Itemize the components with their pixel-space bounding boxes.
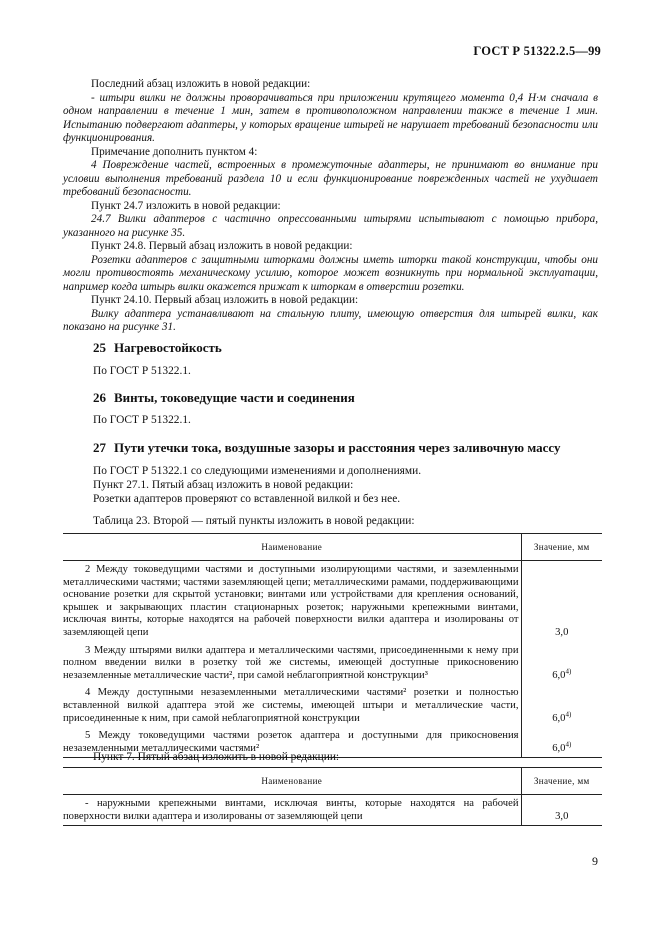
page-number: 9 [592,854,598,868]
section-title: Пути утечки тока, воздушные зазоры и расстояния через заливочную массу [114,440,561,455]
section-26-text [93,413,191,427]
paragraph: По ГОСТ Р 51322.1 со следующими изменениями и дополнениями. [93,465,422,477]
section-26-heading [93,390,355,406]
row-value [521,642,602,685]
table-row [63,561,602,642]
row-value: 3,0 [521,795,602,826]
paragraph: - штыри вилки не должны проворачиваться при приложении крутящего момента 0,4 Н·м сначала в одном направлении в течение 1 мин, затем в противоположном направлении также в течение 1 мин. Испытанию подвергают адаптеры, у которых вращение штырей не нарушает требований безопасности или функционирования. [63,91,598,144]
paragraph: Вилку адаптера устанавливают на стальную плиту, имеющую отверстия для штырей вилки, как показано на рисунке 31. [63,307,598,333]
section-number: 26 [93,390,106,405]
table-23-caption: Таблица 23. Второй — пятый пункты изложить в новой редакции: [93,515,415,527]
row-description: 4 Между доступными незаземленными металлическими частями² розетки и полностью вставленной вилкой адаптера этой же системы, имеющей штыри и металлические части, присоединенные к ним, при самой неблагоприятной конструкции [63,684,521,727]
paragraph: Розетки адаптеров с защитными шторками должны иметь шторки такой конструкции, чтобы они могли противостоять механическому усилию, которое может возникнуть при нормальной эксплуатации, например когда штырь вилки окажется прижат к шторкам в отверстии розетки. [63,253,598,293]
table-row [63,684,602,727]
section-title: Нагревостойкость [114,340,222,355]
value-footnote: 4) [565,667,572,676]
section-title: Винты, токоведущие части и соединения [114,390,355,405]
value-number: 6,0 [552,712,566,724]
table-row [63,642,602,685]
value-footnote: 4) [565,710,572,718]
column-header-value: Значение, мм [521,534,602,561]
column-header-name: Наименование [63,768,521,795]
paragraph: Примечание дополнить пунктом 4: [91,145,258,158]
document-header: ГОСТ Р 51322.2.5—99 [473,44,601,58]
paragraph: Пункт 24.7 изложить в новой редакции: [91,199,281,212]
intro-block [63,78,598,335]
row-value [521,727,602,758]
table-23 [63,533,602,758]
point-7-text: Пункт 7. Пятый абзац изложить в новой редакции: [93,751,340,763]
section-27-text [93,464,421,506]
section-27-heading [93,440,560,456]
paragraph: Пункт 24.10. Первый абзац изложить в новой редакции: [91,294,359,306]
row-value [521,561,602,642]
row-value [521,684,602,727]
value-number: 6,0 [552,742,566,754]
row-description: 3 Между штырями вилки адаптера и металлическими частями, присоединенными к нему при полном введении вилки в розетку той же системы, имеющей доступные прикосновению незаземленные металлические части², при самой неблагоприятной конструкции³ [63,642,521,685]
table-row [63,795,602,826]
paragraph: Пункт 24.8. Первый абзац изложить в новой редакции: [91,240,353,252]
section-25-heading [93,340,222,356]
paragraph: Розетки адаптеров проверяют со вставленной вилкой и без нее. [93,493,401,505]
section-number: 27 [93,440,106,455]
paragraph: Последний абзац изложить в новой редакции: [91,78,311,90]
row-description: 2 Между токоведущими частями и доступными изолирующими частями, и заземленными металлическими частями; частями заземляющей цепи; металлическими рамами, поддерживающими основание розетки для скрытой установки; винтами или устройствами для крепления оснований, крышек и закрывающих пластин стационарных розеток; наружными крепежными винтами, исключая винты, которые находятся на рабочей поверхности вилки адаптера и изолированы от заземляющей цепи [63,561,521,642]
paragraph: 24.7 Вилки адаптеров с частично опрессованными штырями испытывают с помощью прибора, указанного на рисунке 35. [63,213,598,239]
paragraph: Пункт 27.1. Пятый абзац изложить в новой редакции: [93,479,354,491]
table-point-7 [63,767,602,826]
paragraph: По ГОСТ Р 51322.1. [93,414,191,426]
row-description: - наружными крепежными винтами, исключая винты, которые находятся на рабочей поверхности вилки адаптера и изолированы от заземляющей цепи [63,795,521,826]
value-number: 6,0 [552,669,566,681]
value-footnote: 4) [565,740,572,749]
section-25-text [93,364,191,378]
column-header-value: Значение, мм [521,768,602,795]
value-number: 3,0 [555,626,569,638]
paragraph: 4 Повреждение частей, встроенных в промежуточные адаптеры, не принимают во внимание при условии выполнения требований раздела 10 и если функционирование поврежденных частей не ухудшает требований безопасности. [63,159,598,198]
section-number: 25 [93,340,106,355]
row-description: 5 Между токоведущими частями розеток адаптера и доступными для прикосновения незаземленными металлическими частями² [63,727,521,758]
paragraph: По ГОСТ Р 51322.1. [93,365,191,377]
column-header-name: Наименование [63,534,521,561]
